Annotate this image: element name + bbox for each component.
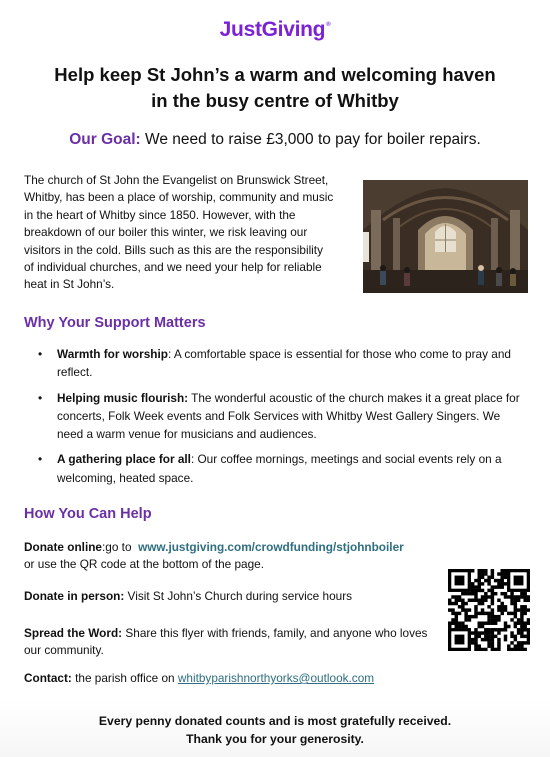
contact-text: the parish office on — [71, 671, 178, 685]
footer-line-1: Every penny donated counts and is most gratefully received. — [98, 714, 452, 728]
page-title — [20, 62, 530, 114]
title-line-2: in the busy centre of Whitby — [151, 90, 399, 111]
item-title: Helping music flourish: — [57, 390, 189, 405]
intro-paragraph: The church of St John the Evangelist on Brunswick Street, Whitby, has been a place of worship, community and music in the heart of Whitby since 1850. However, with the breakdown of our boiler this winter, we risk leaving our visitors in the cold. Bills such as this are the responsibility of individual churches, and we need your help for reliable heat in St John’s. — [24, 173, 334, 292]
logo-text: JustGiving — [219, 18, 326, 41]
qr-code[interactable] — [448, 569, 530, 651]
item-text: The wonderful acoustic of the church makes it a great place for concerts, Folk Week events and Folk Services with Whitby West Gallery Singers. We need a warm venue for musicians and audiences. — [57, 390, 520, 442]
how-to-help-heading: How You Can Help — [24, 506, 152, 522]
donate-online-label: Donate online — [24, 540, 102, 554]
contact-email-link[interactable]: whitbyparishnorthyorks@outlook.com — [177, 671, 375, 685]
item-title: Warmth for worship — [57, 347, 168, 361]
contact-label: Contact: — [24, 671, 72, 685]
registered-mark: ® — [326, 22, 331, 28]
goal-label: Our Goal: — [69, 131, 141, 148]
footer-message — [0, 712, 550, 748]
title-line-1: Help keep St John’s a warm and welcoming haven — [54, 64, 496, 85]
list-item — [38, 345, 528, 382]
donate-online-block — [24, 539, 464, 573]
spread-word-label: Spread the Word: — [24, 626, 123, 640]
item-text: : Our coffee mornings, meetings and social events rely on a welcoming, heated space. — [57, 452, 502, 485]
church-interior-photo — [363, 180, 528, 293]
justgiving-logo — [0, 18, 550, 42]
why-support-heading: Why Your Support Matters — [24, 315, 206, 331]
donate-in-person-block — [24, 588, 444, 605]
donate-online-post: or use the QR code at the bottom of the page. — [24, 557, 265, 571]
bullet-icon: • — [38, 347, 43, 361]
bullet-icon: • — [38, 390, 43, 405]
donate-in-person-text: Visit St John’s Church during service hours — [124, 589, 353, 603]
goal-statement — [0, 131, 550, 149]
goal-text: We need to raise £3,000 to pay for boiler repairs. — [140, 131, 481, 148]
list-item — [38, 450, 528, 487]
list-item — [38, 389, 528, 444]
spread-word-block — [24, 625, 429, 659]
item-text: : A comfortable space is essential for those who come to pray and reflect. — [57, 347, 511, 380]
contact-block — [24, 670, 504, 687]
support-list — [38, 345, 528, 494]
item-title: A gathering place for all — [57, 452, 191, 467]
donate-online-pre: :go to — [102, 540, 139, 554]
footer-line-2: Thank you for your generosity. — [186, 732, 364, 746]
donation-link[interactable]: www.justgiving.com/crowdfunding/stjohnboiler — [138, 540, 404, 554]
spread-word-text: Share this flyer with friends, family, and anyone who loves our community. — [24, 626, 428, 657]
bullet-icon: • — [38, 452, 43, 467]
donate-in-person-label: Donate in person: — [24, 589, 125, 603]
